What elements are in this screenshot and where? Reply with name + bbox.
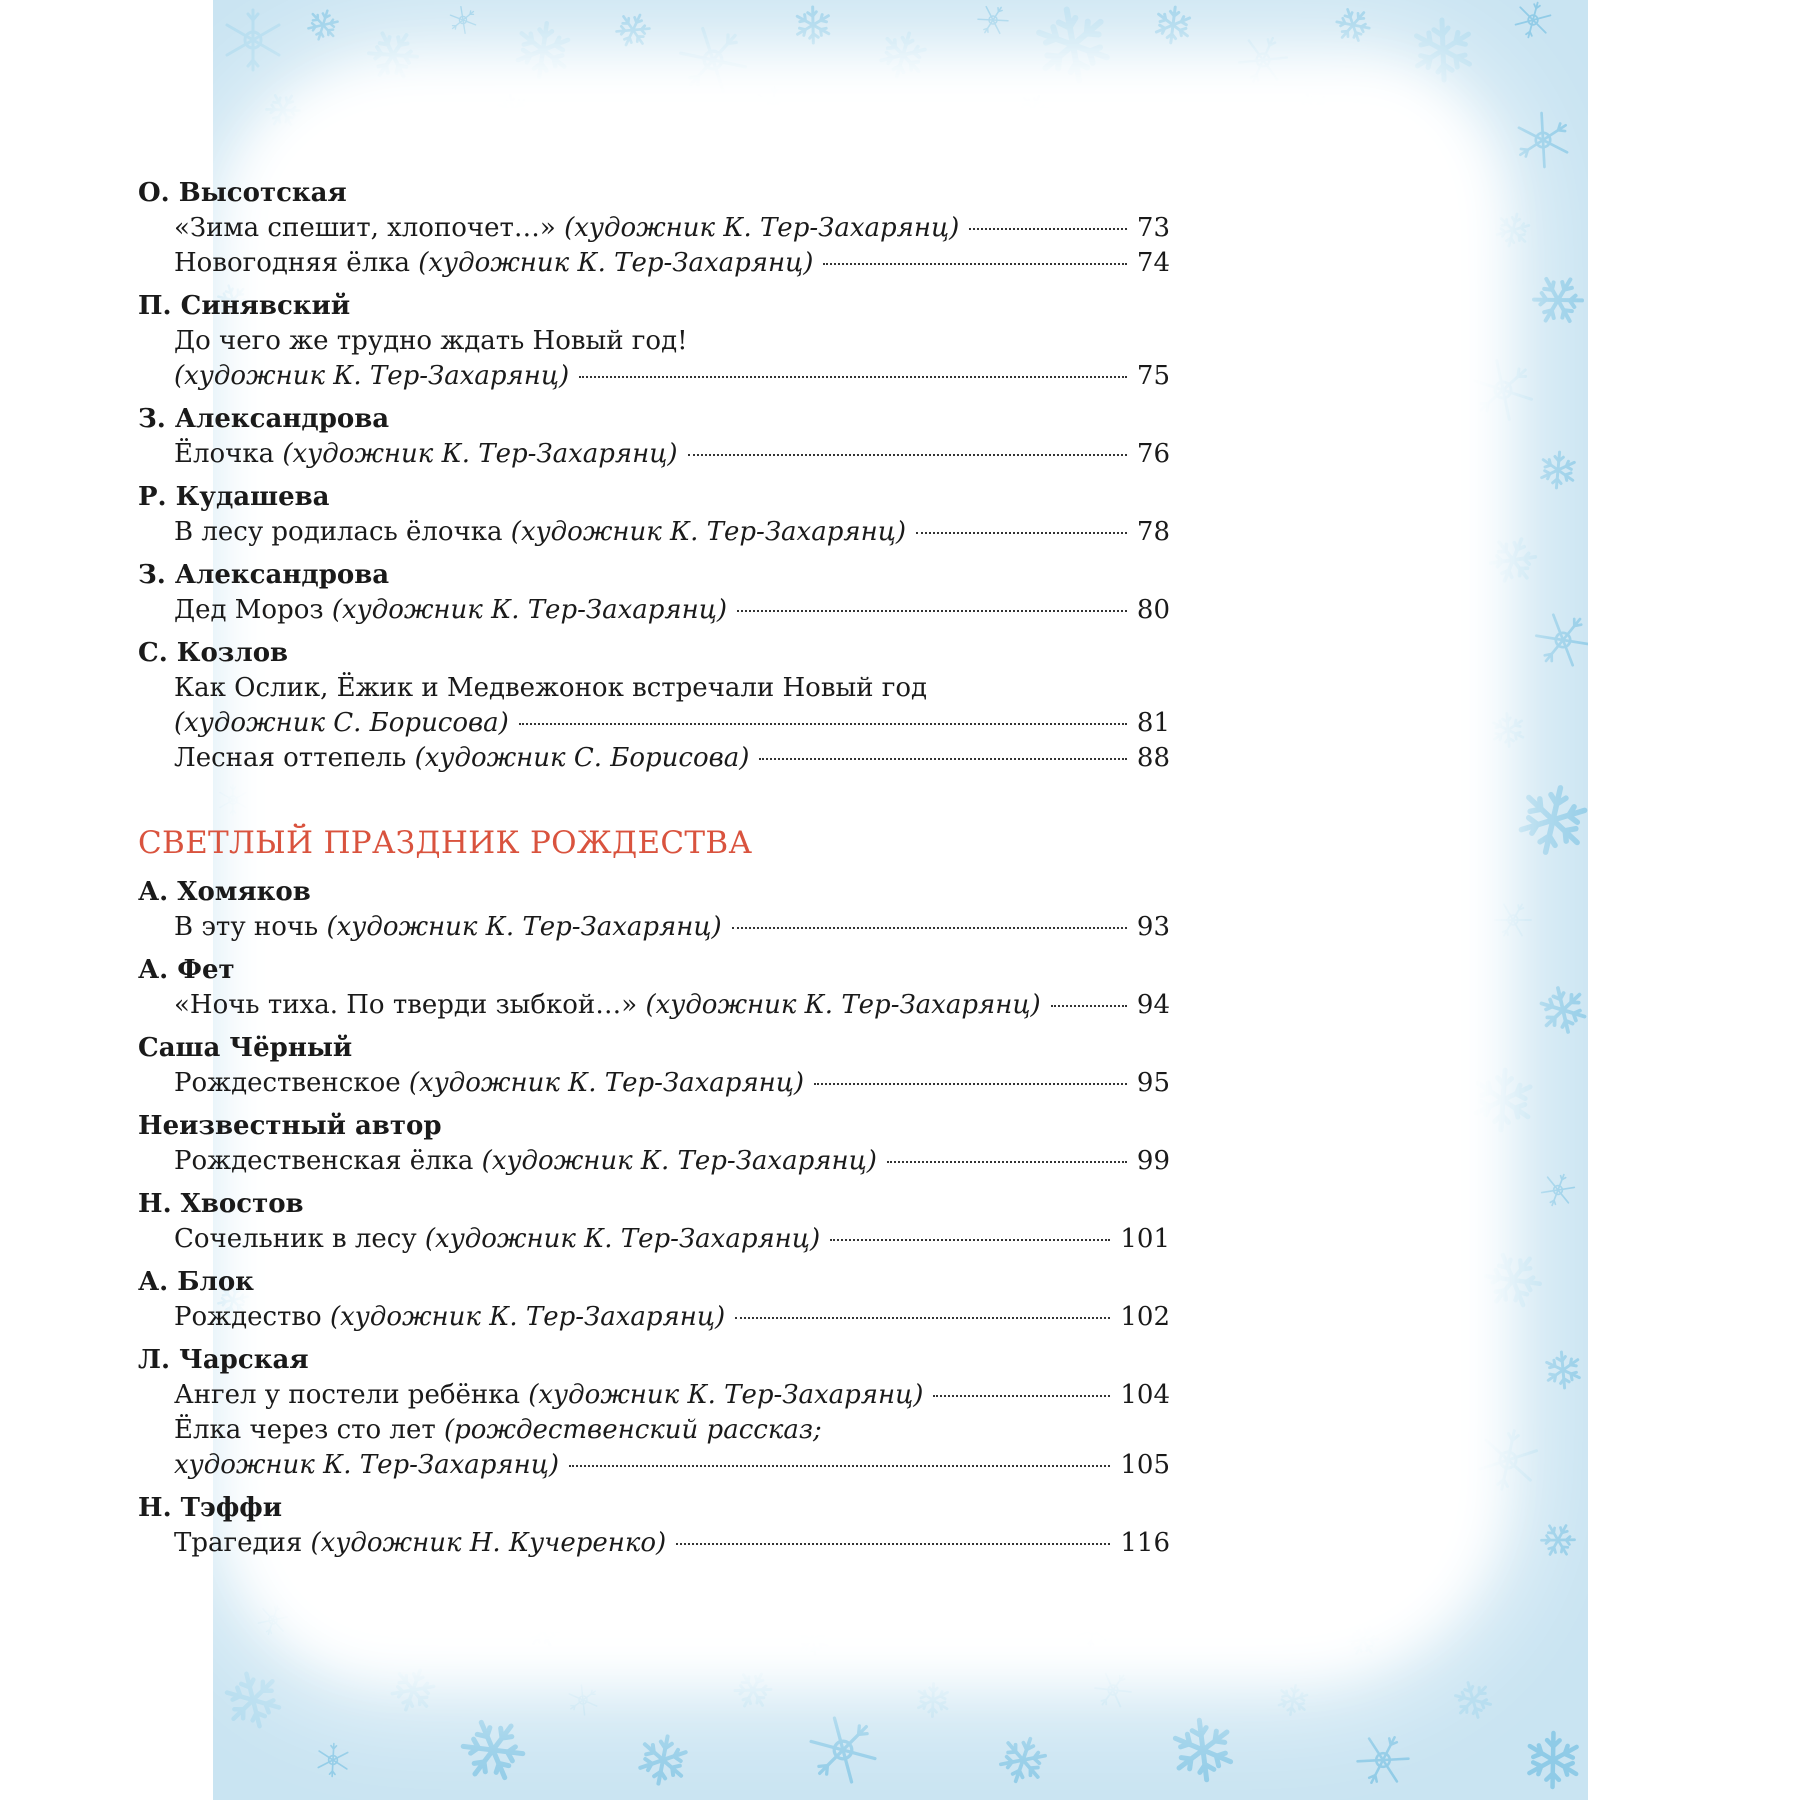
illustrator-credit: (художник К. Тер-Захарянц) <box>481 1146 877 1176</box>
toc-entry <box>138 593 1170 628</box>
snowflake-icon <box>1025 0 1120 92</box>
dot-leader <box>759 758 1126 760</box>
entry-line <box>174 324 1170 359</box>
work-title: Рождественская ёлка <box>174 1146 474 1176</box>
snowflake-icon <box>974 0 1012 39</box>
toc-entry <box>138 1066 1170 1101</box>
author-group <box>138 289 1170 394</box>
dot-leader <box>737 610 1127 612</box>
snowflake-icon <box>997 1732 1049 1787</box>
snowflake-icon <box>1234 30 1292 91</box>
work-title: Новогодняя ёлка <box>174 248 410 278</box>
toc-entry <box>138 910 1170 945</box>
author-group <box>138 1265 1170 1335</box>
author-group <box>138 176 1170 281</box>
illustrator-credit: (художник К. Тер-Захарянц) <box>174 361 570 391</box>
snowflake-icon <box>1490 897 1535 944</box>
snowflake-icon <box>563 1681 603 1720</box>
entry-line <box>174 1526 1170 1561</box>
entry-line <box>174 359 1170 394</box>
illustrator-credit: (художник К. Тер-Захарянц) <box>282 439 678 469</box>
snowflake-icon <box>445 2 481 37</box>
snowflake-icon <box>918 1683 948 1717</box>
page-number: 102 <box>1120 1302 1170 1332</box>
author-name: Н. Хвостов <box>138 1189 304 1219</box>
illustrator-credit: (художник К. Тер-Захарянц) <box>424 1224 821 1254</box>
toc-entry <box>138 437 1170 472</box>
page-number: 81 <box>1136 708 1170 738</box>
work-title: В эту ночь <box>174 912 319 942</box>
page-number: 116 <box>1120 1528 1170 1558</box>
entry-line <box>174 671 1170 706</box>
snowflake-icon <box>1478 1244 1548 1315</box>
illustrator-credit: художник К. Тер-Захарянц) <box>174 1450 560 1480</box>
snowflake-icon <box>1539 1169 1578 1210</box>
work-title: Ангел у постели ребёнка <box>174 1380 520 1410</box>
work-title: Как Ослик, Ёжик и Медвежонок встречали Новый год <box>174 673 928 703</box>
illustrator-credit: (художник Н. Кучеренко) <box>310 1528 667 1558</box>
dot-leader <box>676 1543 1110 1545</box>
snowflake-icon <box>613 9 653 51</box>
author-group <box>138 953 1170 1023</box>
author-name: С. Козлов <box>138 638 289 668</box>
snowflake-icon <box>799 1706 886 1793</box>
snowflake-icon <box>1529 1733 1577 1788</box>
snowflake-icon <box>1449 1676 1496 1724</box>
snowflake-icon <box>1486 532 1539 588</box>
entry-line <box>174 246 1170 281</box>
page-number: 99 <box>1136 1146 1170 1176</box>
work-title: Трагедия <box>174 1528 303 1558</box>
snowflake-icon <box>1163 1711 1242 1789</box>
author-name: Р. Кудашева <box>138 482 330 512</box>
toc-entry <box>138 741 1170 776</box>
author-group <box>138 875 1170 945</box>
dot-leader <box>887 1161 1127 1163</box>
dot-leader <box>735 1317 1110 1319</box>
page-number: 101 <box>1120 1224 1170 1254</box>
entry-line <box>174 1066 1170 1101</box>
illustrator-credit: (художник К. Тер-Захарянц) <box>408 1068 805 1098</box>
work-title: Лесная оттепель <box>174 743 407 773</box>
snowflake-icon <box>1528 269 1588 332</box>
snowflake-icon <box>1486 709 1529 751</box>
snowflake-icon <box>1528 604 1588 675</box>
toc-entry <box>138 671 1170 741</box>
author-group <box>138 1031 1170 1101</box>
snowflake-icon <box>1475 1068 1531 1131</box>
page-number: 76 <box>1136 439 1170 469</box>
snowflake-icon <box>1513 0 1552 41</box>
author-group <box>138 636 1170 776</box>
snowflake-icon <box>1539 1347 1586 1393</box>
entry-line <box>174 910 1170 945</box>
author-group <box>138 1491 1170 1561</box>
entry-line <box>174 1300 1170 1335</box>
page-number: 104 <box>1120 1380 1170 1410</box>
illustrator-credit: (художник К. Тер-Захарянц) <box>510 517 906 547</box>
dot-leader <box>969 228 1127 230</box>
illustrator-credit: (художник К. Тер-Захарянц) <box>645 990 1041 1020</box>
illustrator-credit: (художник С. Борисова) <box>174 708 509 738</box>
page-number: 93 <box>1136 912 1170 942</box>
page-number: 75 <box>1136 361 1170 391</box>
author-name: Саша Чёрный <box>138 1033 353 1063</box>
author-name: Л. Чарская <box>138 1345 309 1375</box>
snowflake-icon <box>1476 1425 1539 1495</box>
work-title: Сочельник в лесу <box>174 1224 417 1254</box>
table-of-contents <box>138 176 1170 1569</box>
work-title: «Зима спешит, хлопочет…» <box>174 213 556 243</box>
illustrator-credit: (художник К. Тер-Захарянц) <box>418 248 814 278</box>
work-title: Рождество <box>174 1302 322 1332</box>
entry-line <box>174 515 1170 550</box>
author-group <box>138 1109 1170 1179</box>
toc-entry <box>138 1526 1170 1561</box>
page-number: 78 <box>1136 517 1170 547</box>
snowflake-icon <box>1352 1727 1415 1793</box>
author-group <box>138 1187 1170 1257</box>
snowflake-icon <box>1278 1683 1309 1717</box>
illustrator-credit: (художник К. Тер-Захарянц) <box>329 1302 726 1332</box>
snowflake-icon <box>731 1667 775 1713</box>
toc-entry <box>138 1300 1170 1335</box>
dot-leader <box>688 454 1127 456</box>
dot-leader <box>830 1239 1110 1241</box>
entry-line <box>174 1413 1170 1448</box>
author-name: П. Синявский <box>138 291 351 321</box>
illustrator-credit: (художник К. Тер-Захарянц) <box>331 595 728 625</box>
illustrator-credit: (художник С. Борисова) <box>414 743 750 773</box>
illustrator-credit: (художник К. Тер-Захарянц) <box>326 912 722 942</box>
work-title: Ёлочка <box>174 439 275 469</box>
page-number: 80 <box>1136 595 1170 625</box>
dot-leader <box>732 927 1127 929</box>
entry-line <box>174 741 1170 776</box>
toc-entry <box>138 324 1170 394</box>
entry-line <box>174 988 1170 1023</box>
illustrator-credit: (рождественский рассказ; <box>443 1415 822 1445</box>
toc-entry <box>138 211 1170 246</box>
page-number: 88 <box>1136 743 1170 773</box>
snowflake-icon <box>217 1664 288 1735</box>
snowflake-icon <box>516 20 570 80</box>
dot-leader <box>569 1465 1110 1467</box>
toc-entry <box>138 1413 1170 1483</box>
toc-entry <box>138 1378 1170 1413</box>
author-name: З. Александрова <box>138 404 390 434</box>
entry-line <box>174 211 1170 246</box>
author-name: З. Александрова <box>138 560 390 590</box>
entry-line <box>174 1144 1170 1179</box>
author-name: Неизвестный автор <box>138 1111 442 1141</box>
work-title: «Ночь тиха. По тверди зыбкой…» <box>174 990 638 1020</box>
snowflake-icon <box>262 88 304 131</box>
snowflake-icon <box>1404 12 1482 88</box>
toc-entry <box>138 988 1170 1023</box>
snowflake-icon <box>1090 1666 1136 1713</box>
snowflake-icon <box>1331 3 1374 47</box>
illustrator-credit: (художник К. Тер-Захарянц) <box>528 1380 924 1410</box>
dot-leader <box>823 263 1126 265</box>
page-number: 105 <box>1120 1450 1170 1480</box>
author-name: А. Хомяков <box>138 877 311 907</box>
snowflake-icon <box>227 10 279 70</box>
dot-leader <box>1051 1005 1127 1007</box>
work-title: Дед Мороз <box>174 595 324 625</box>
snowflake-icon <box>790 2 837 47</box>
dot-leader <box>933 1395 1110 1397</box>
dot-leader <box>916 532 1127 534</box>
dot-leader <box>814 1083 1127 1085</box>
entry-line <box>174 1222 1170 1257</box>
snowflake-icon <box>1537 1519 1578 1562</box>
page-number: 94 <box>1136 990 1170 1020</box>
dot-leader <box>579 376 1127 378</box>
author-name: А. Блок <box>138 1267 254 1297</box>
snowflake-icon <box>1533 980 1588 1039</box>
entry-line <box>174 437 1170 472</box>
snowflake-icon <box>362 23 423 86</box>
author-group <box>138 480 1170 550</box>
snowflake-icon <box>1541 451 1575 490</box>
snowflake-icon <box>1155 5 1190 45</box>
author-group <box>138 402 1170 472</box>
entry-line <box>174 1448 1170 1483</box>
entry-line <box>174 706 1170 741</box>
snowflake-icon <box>454 1710 532 1789</box>
page-number: 73 <box>1136 213 1170 243</box>
snowflake-icon <box>306 7 340 43</box>
snowflake-icon <box>638 1732 688 1787</box>
author-group <box>138 558 1170 628</box>
toc-entry <box>138 246 1170 281</box>
page-number: 74 <box>1136 248 1170 278</box>
toc-section <box>138 821 1170 1561</box>
work-title: До чего же трудно ждать Новый год! <box>174 326 688 356</box>
section-title: СВЕТЛЫЙ ПРАЗДНИК РОЖДЕСТВА <box>138 825 753 861</box>
toc-entry <box>138 1144 1170 1179</box>
snowflake-icon <box>1518 781 1588 858</box>
entry-line <box>174 1378 1170 1413</box>
author-group <box>138 1343 1170 1483</box>
snowflake-icon <box>389 1664 438 1716</box>
author-name: А. Фет <box>138 955 235 985</box>
snowflake-icon <box>670 16 757 103</box>
entry-line <box>174 593 1170 628</box>
snowflake-icon <box>1508 106 1579 175</box>
toc-entry <box>138 1222 1170 1257</box>
work-title: Ёлка через сто лет <box>174 1415 436 1445</box>
snowflake-icon <box>1495 211 1531 250</box>
snowflake-icon <box>256 1602 290 1639</box>
snowflake-icon <box>878 28 928 82</box>
snowflake-icon <box>1463 351 1542 430</box>
snowflake-icon <box>1345 1621 1382 1659</box>
illustrator-credit: (художник К. Тер-Захарянц) <box>564 213 960 243</box>
author-name: О. Высотская <box>138 178 347 208</box>
work-title: В лесу родилась ёлочка <box>174 517 503 547</box>
snowflake-icon <box>318 1743 348 1777</box>
author-name: Н. Тэффи <box>138 1493 283 1523</box>
page-number: 95 <box>1136 1068 1170 1098</box>
toc-section <box>138 176 1170 776</box>
dot-leader <box>519 723 1127 725</box>
toc-entry <box>138 515 1170 550</box>
work-title: Рождественское <box>174 1068 401 1098</box>
